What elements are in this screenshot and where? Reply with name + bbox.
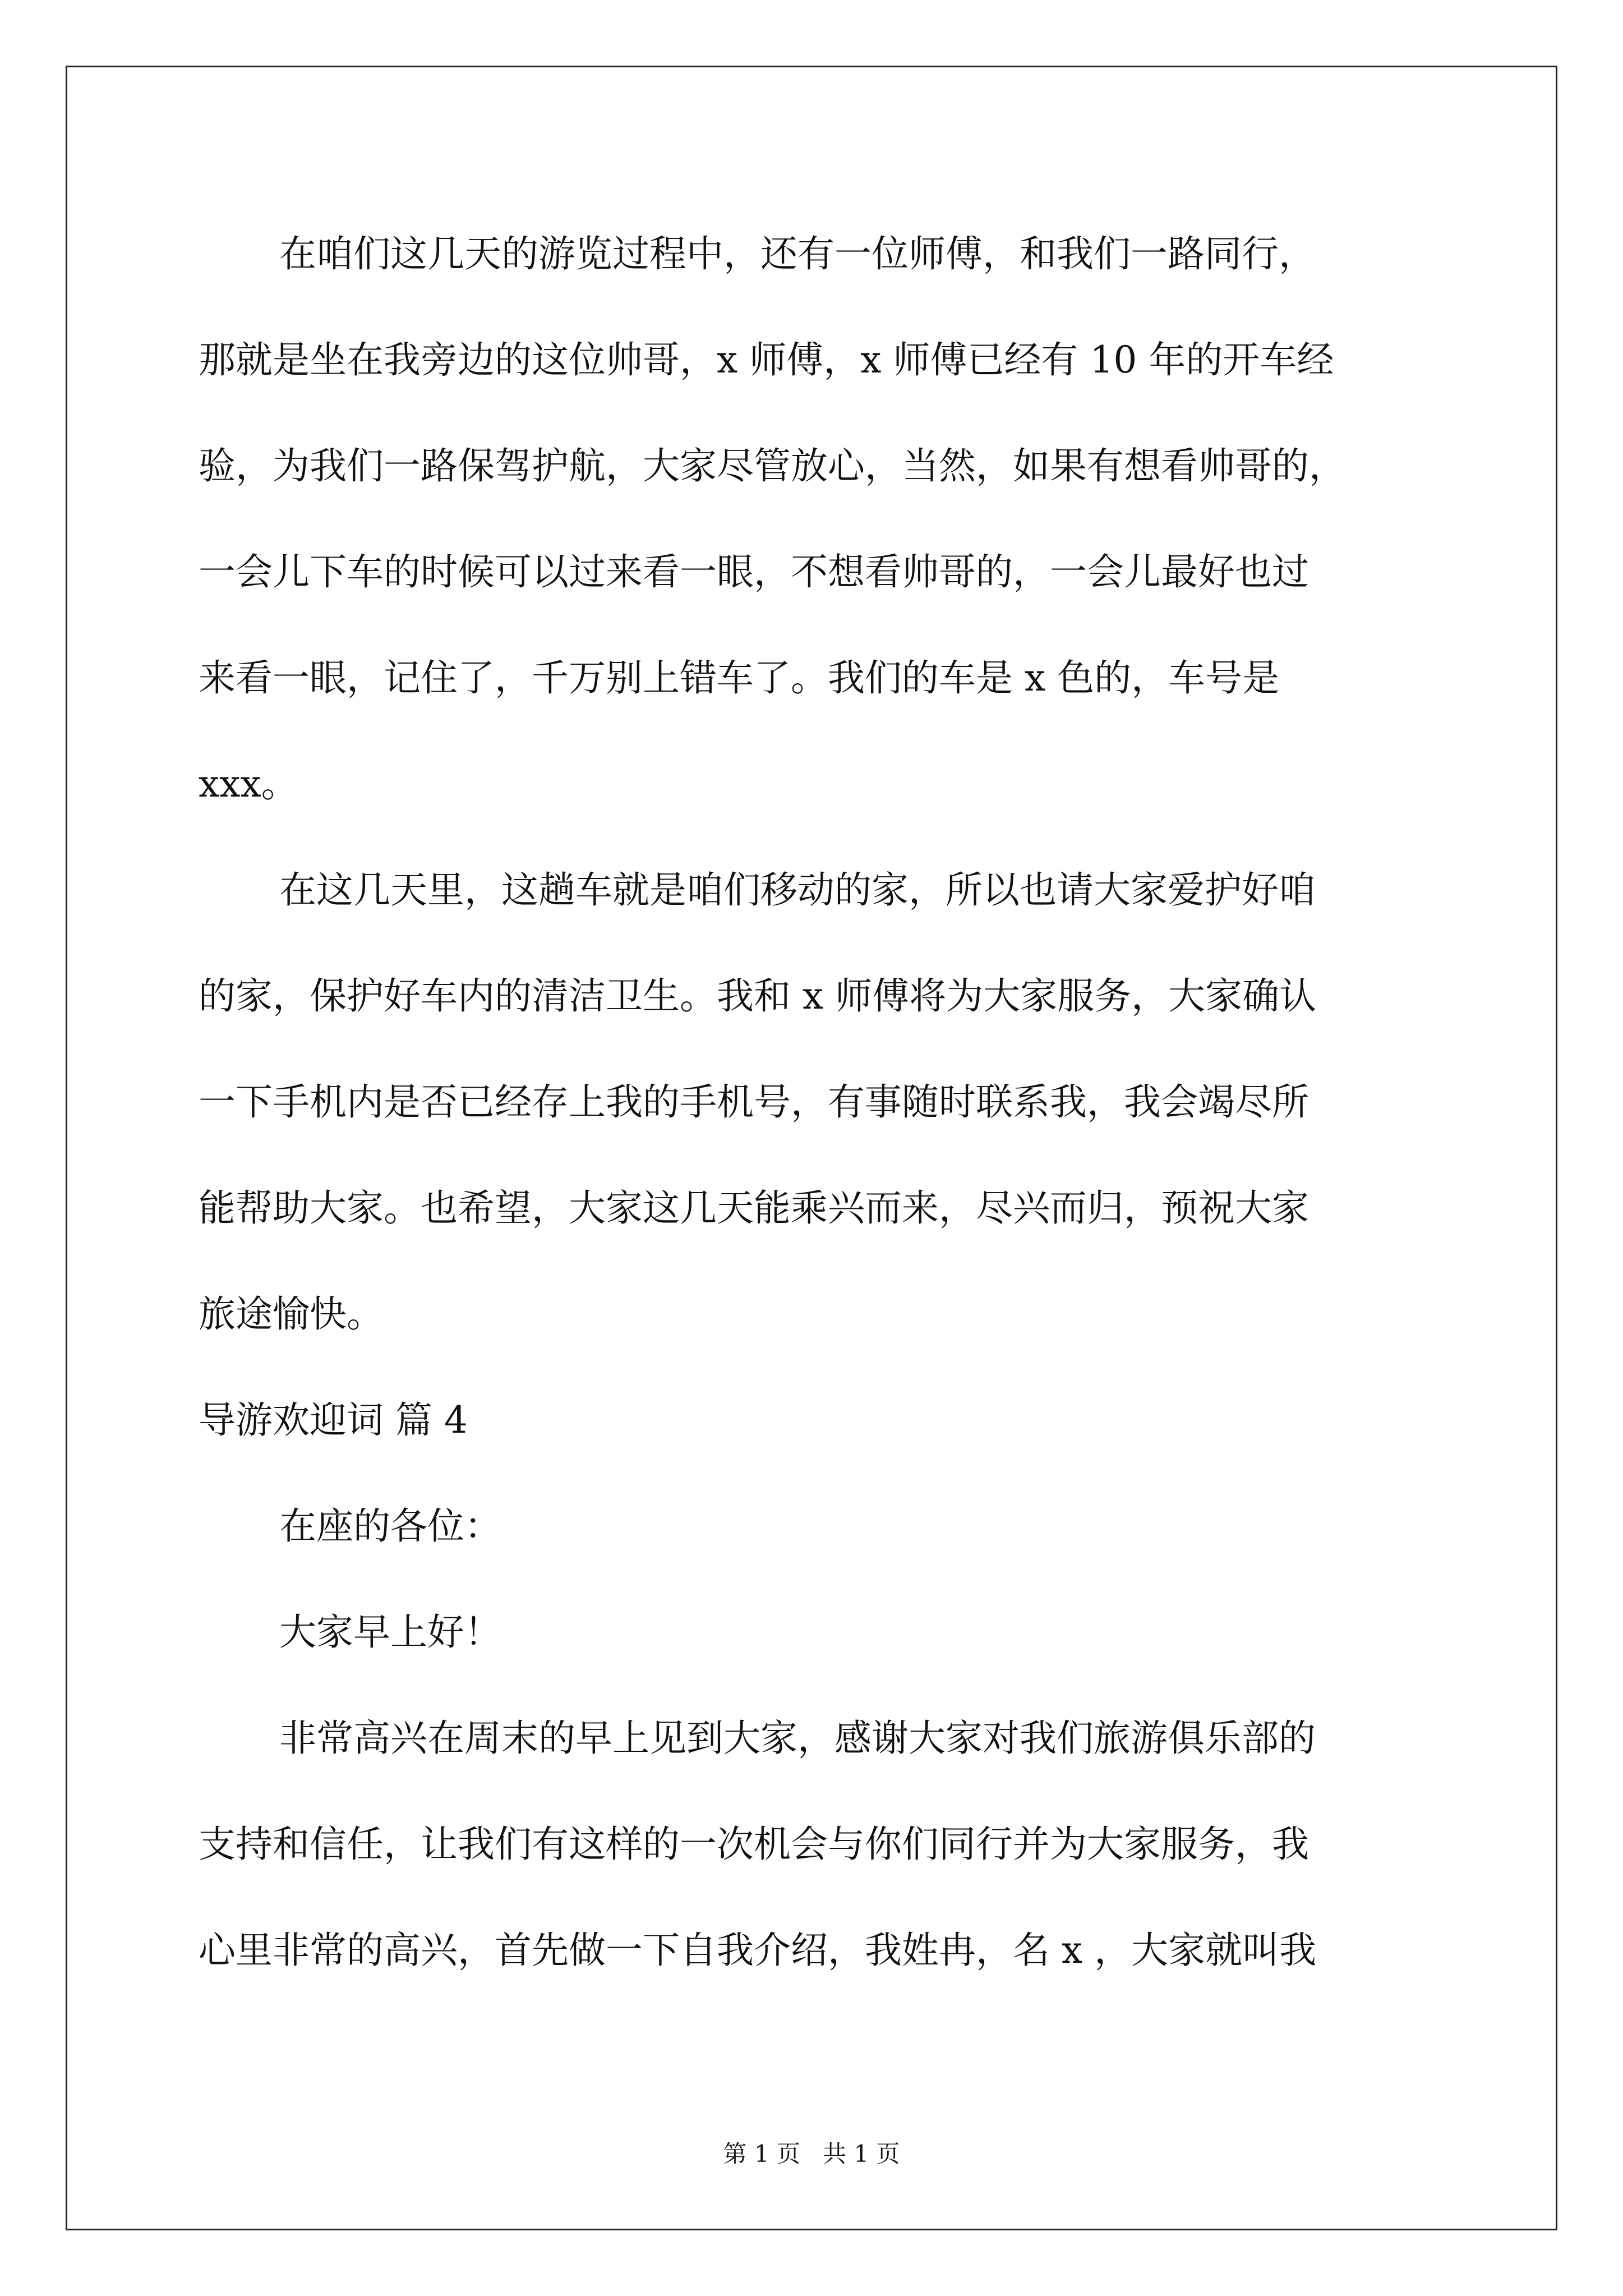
paragraph-line: 来看一眼，记住了，千万别上错车了。我们的车是 x 色的，车号是 — [199, 656, 1280, 700]
paragraph-line: 那就是坐在我旁边的这位帅哥，x 师傅，x 师傅已经有 10 年的开车经 — [199, 338, 1334, 381]
section-heading: 导游欢迎词 篇 4 — [199, 1398, 468, 1442]
paragraph-line: 旅途愉快。 — [199, 1292, 384, 1336]
paragraph-line: 非常高兴在周末的早上见到大家，感谢大家对我们旅游俱乐部的 — [279, 1717, 1316, 1760]
paragraph-line: 的家，保护好车内的清洁卫生。我和 x 师傅将为大家服务，大家确认 — [199, 974, 1317, 1018]
paragraph-line: 验，为我们一路保驾护航，大家尽管放心，当然，如果有想看帅哥的， — [199, 444, 1346, 487]
paragraph-line: 一会儿下车的时候可以过来看一眼，不想看帅哥的，一会儿最好也过 — [199, 550, 1309, 593]
paragraph-line: 能帮助大家。也希望，大家这几天能乘兴而来，尽兴而归，预祝大家 — [199, 1186, 1309, 1230]
page-border — [66, 66, 1557, 2230]
paragraph-line: xxx。 — [199, 762, 298, 806]
page-footer: 第 1 页 共 1 页 — [723, 2140, 900, 2168]
paragraph-line: 一下手机内是否已经存上我的手机号，有事随时联系我，我会竭尽所 — [199, 1080, 1309, 1124]
paragraph-line: 心里非常的高兴，首先做一下自我介绍，我姓冉，名 x ，大家就叫我 — [199, 1929, 1317, 1972]
paragraph-line: 支持和信任，让我们有这样的一次机会与你们同行并为大家服务，我 — [199, 1823, 1309, 1866]
paragraph-line: 在咱们这几天的游览过程中，还有一位师傅，和我们一路同行， — [279, 232, 1316, 275]
greeting-line: 大家早上好！ — [279, 1611, 501, 1654]
salutation-line: 在座的各位： — [279, 1504, 501, 1548]
paragraph-line: 在这几天里，这趟车就是咱们移动的家，所以也请大家爱护好咱 — [279, 868, 1316, 912]
